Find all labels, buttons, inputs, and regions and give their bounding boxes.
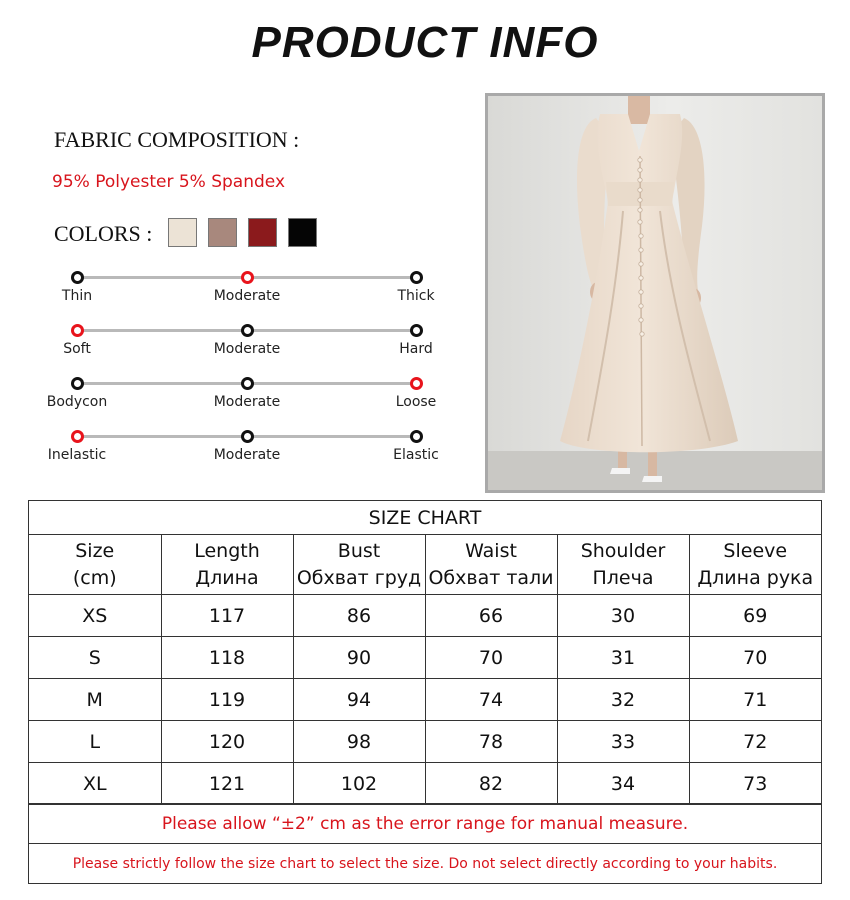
scale-dot-middle-selected <box>241 271 254 284</box>
scale-dot-right <box>410 324 423 337</box>
measurement-cell: 121 <box>161 763 293 805</box>
measurement-cell: 66 <box>425 595 557 637</box>
color-swatch-beige[interactable] <box>168 218 197 247</box>
dress-model-illustration <box>488 96 822 490</box>
measurement-cell: 119 <box>161 679 293 721</box>
scale-dot-middle <box>241 430 254 443</box>
table-row <box>29 721 821 763</box>
measurement-cell: 30 <box>557 595 689 637</box>
column-header <box>557 535 689 595</box>
measurement-cell: 90 <box>293 637 425 679</box>
scale-dot-right <box>410 430 423 443</box>
scale-label-left: Inelastic <box>47 447 107 463</box>
scale-dot-middle <box>241 377 254 390</box>
scale-label-left: Soft <box>63 341 91 357</box>
column-header-en: Bust <box>337 539 381 562</box>
scale-label-middle: Moderate <box>213 394 281 410</box>
column-header-sub: (cm) <box>72 566 117 589</box>
scale-dot-left <box>71 377 84 390</box>
measurement-cell: 74 <box>425 679 557 721</box>
scale-dot-left-selected <box>71 430 84 443</box>
measurement-cell: 71 <box>689 679 821 721</box>
size-chart-title: SIZE CHART <box>29 501 821 535</box>
fabric-scale-1 <box>0 324 480 374</box>
scale-label-middle: Moderate <box>213 447 281 463</box>
size-chart <box>28 500 822 884</box>
table-header-row <box>29 535 821 595</box>
scale-dot-left-selected <box>71 324 84 337</box>
table-row <box>29 637 821 679</box>
colors-label: COLORS : <box>54 221 153 246</box>
scale-label-left: Thin <box>61 288 93 304</box>
measurement-cell: 102 <box>293 763 425 805</box>
column-header-en: Shoulder <box>580 539 666 562</box>
measurement-cell: 69 <box>689 595 821 637</box>
measurement-error-note: Please allow “±2” cm as the error range for manual measure. <box>29 803 821 844</box>
table-row <box>29 595 821 637</box>
column-header-sub: Обхват тали <box>428 566 554 589</box>
size-selection-note: Please strictly follow the size chart to select the size. Do not select directly according to your habits. <box>72 856 778 872</box>
table-row <box>29 763 821 805</box>
product-photo <box>485 93 825 493</box>
fabric-composition-label: FABRIC COMPOSITION : <box>54 127 300 152</box>
column-header <box>293 535 425 595</box>
column-header-sub: Длина рука <box>697 566 814 589</box>
scale-dot-right <box>410 271 423 284</box>
measurement-cell: 32 <box>557 679 689 721</box>
scale-label-right: Elastic <box>393 447 439 463</box>
measurement-cell: 70 <box>689 637 821 679</box>
scale-label-right: Thick <box>397 288 435 304</box>
scale-label-right: Hard <box>399 341 433 357</box>
measurement-cell: 118 <box>161 637 293 679</box>
column-header-en: Length <box>194 539 260 562</box>
measurement-cell: 70 <box>425 637 557 679</box>
fabric-scale-3 <box>0 430 480 480</box>
color-swatch-black[interactable] <box>288 218 317 247</box>
column-header-sub: Обхват груд <box>296 566 422 589</box>
measurement-cell: 82 <box>425 763 557 805</box>
page-title: PRODUCT INFO <box>251 18 599 67</box>
table-row <box>29 679 821 721</box>
column-header <box>425 535 557 595</box>
measurement-cell: 78 <box>425 721 557 763</box>
scale-dot-middle <box>241 324 254 337</box>
scale-label-right: Loose <box>395 394 437 410</box>
color-swatch-wine-red[interactable] <box>248 218 277 247</box>
scale-dot-left <box>71 271 84 284</box>
size-cell: S <box>29 637 161 679</box>
scale-label-left: Bodycon <box>46 394 108 410</box>
column-header-sub: Плеча <box>592 566 654 589</box>
scale-dot-right-selected <box>410 377 423 390</box>
color-swatch-mauve[interactable] <box>208 218 237 247</box>
column-header <box>689 535 821 595</box>
measurement-cell: 98 <box>293 721 425 763</box>
column-header-en: Waist <box>465 539 517 562</box>
measurement-cell: 86 <box>293 595 425 637</box>
column-header-sub: Длина <box>195 566 259 589</box>
measurement-cell: 72 <box>689 721 821 763</box>
scale-label-middle: Moderate <box>213 288 281 304</box>
column-header <box>29 535 161 595</box>
measurement-cell: 34 <box>557 763 689 805</box>
measurement-cell: 117 <box>161 595 293 637</box>
size-cell: XL <box>29 763 161 805</box>
size-cell: M <box>29 679 161 721</box>
scale-label-middle: Moderate <box>213 341 281 357</box>
measurement-cell: 94 <box>293 679 425 721</box>
size-cell: XS <box>29 595 161 637</box>
size-chart-table <box>29 535 821 805</box>
fabric-scale-2 <box>0 377 480 427</box>
measurement-cell: 120 <box>161 721 293 763</box>
fabric-composition-value: 95% Polyester 5% Spandex <box>52 172 286 192</box>
size-cell: L <box>29 721 161 763</box>
measurement-cell: 33 <box>557 721 689 763</box>
measurement-cell: 73 <box>689 763 821 805</box>
column-header-en: Sleeve <box>723 539 788 562</box>
measurement-cell: 31 <box>557 637 689 679</box>
column-header <box>161 535 293 595</box>
fabric-scale-0 <box>0 271 480 321</box>
column-header-en: Size <box>75 539 115 562</box>
